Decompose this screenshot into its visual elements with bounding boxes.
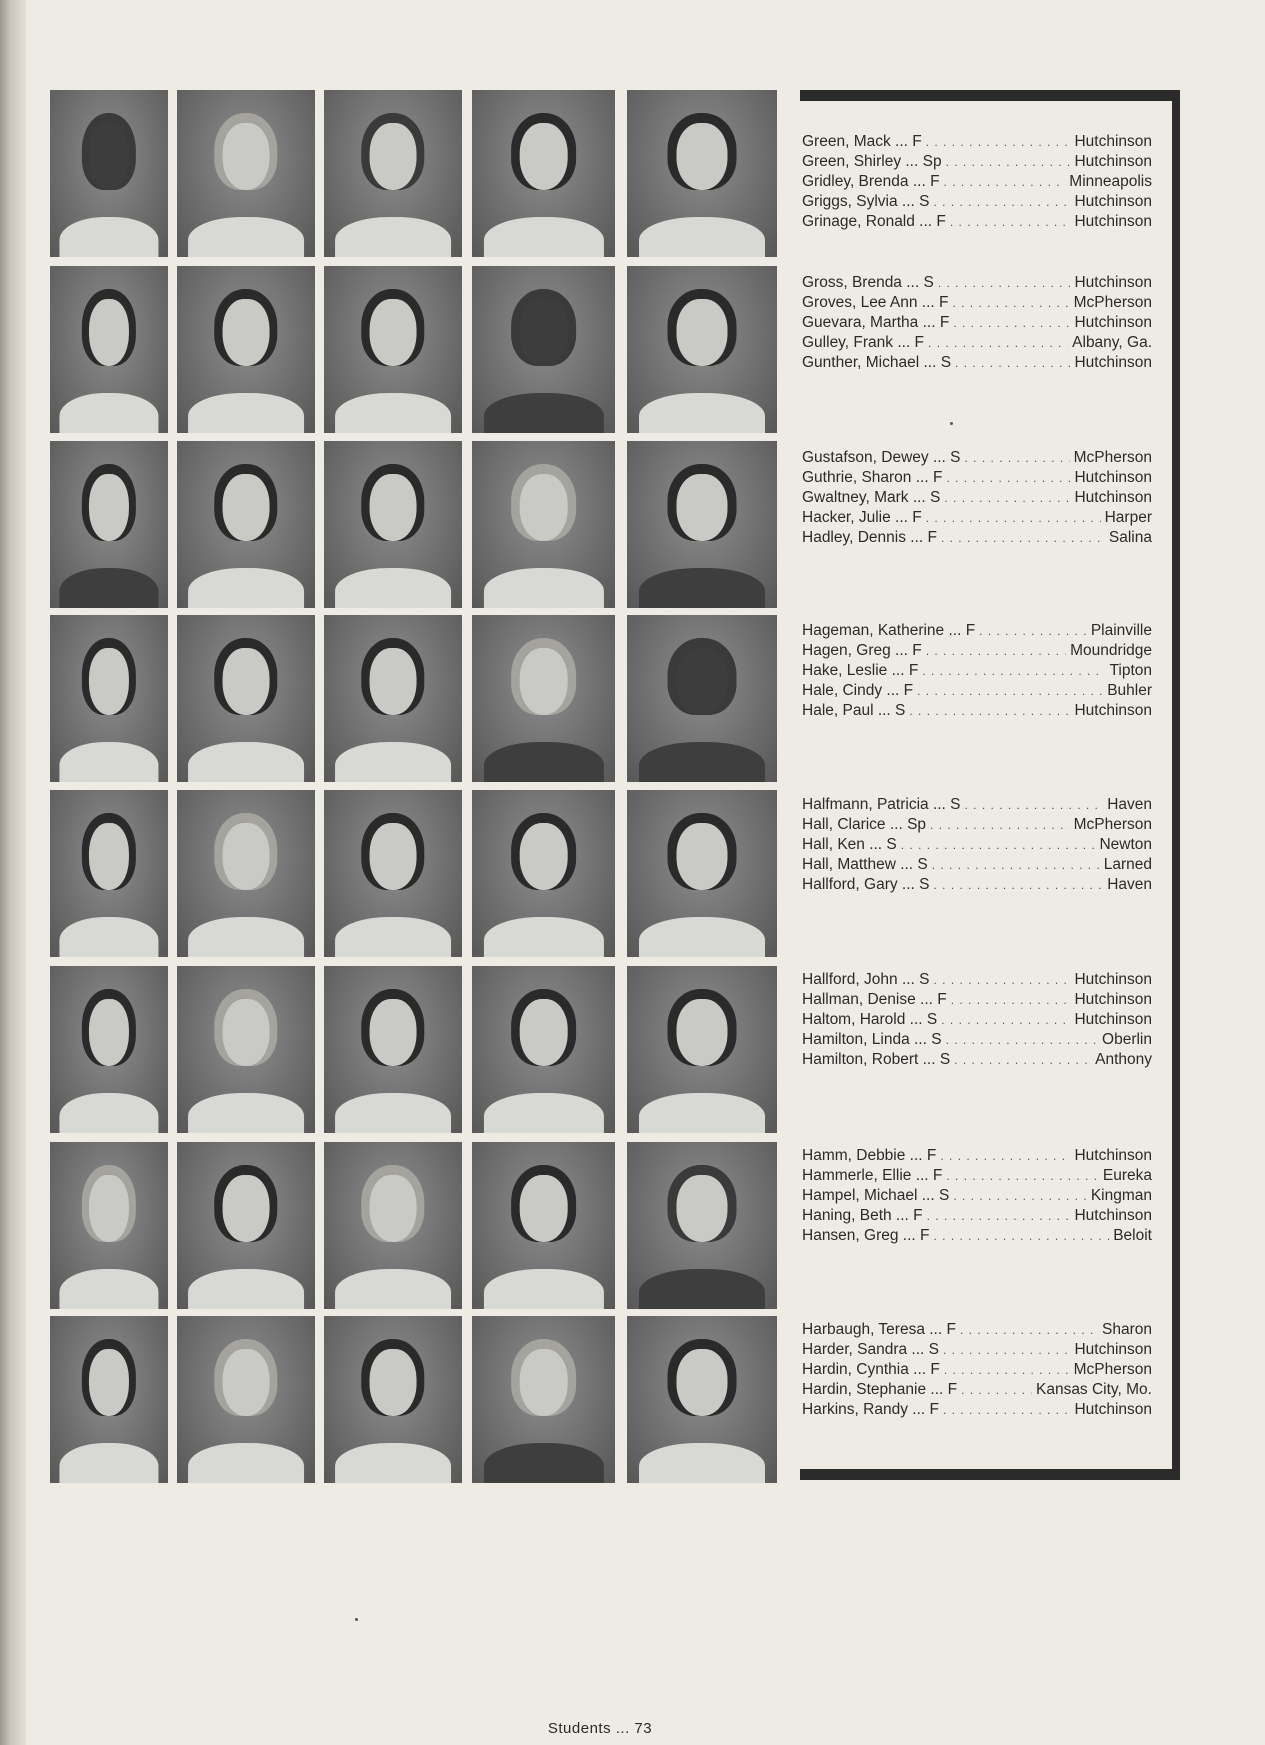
- portrait-body: [639, 1443, 765, 1483]
- student-entry: [802, 1320, 1152, 1340]
- student-name-class: Haning, Beth ... F: [802, 1207, 923, 1224]
- name-group: [802, 621, 1152, 721]
- portrait-face: [223, 823, 270, 890]
- portrait-face: [223, 1349, 270, 1416]
- portrait-face: [677, 299, 728, 366]
- student-entry: [802, 333, 1152, 353]
- portrait-body: [639, 217, 765, 257]
- portrait-face: [89, 123, 129, 190]
- student-entry: [802, 528, 1152, 548]
- portrait-face: [370, 823, 417, 890]
- student-name-class: Green, Mack ... F: [802, 133, 922, 150]
- student-portrait: [50, 441, 168, 608]
- student-portrait: [627, 441, 777, 608]
- hometown: Tipton: [1109, 662, 1152, 679]
- student-portrait: [177, 266, 315, 433]
- portrait-face: [89, 999, 129, 1066]
- student-name-class: Hagen, Greg ... F: [802, 642, 922, 659]
- dot-leader: [934, 1227, 1110, 1246]
- student-entry: [802, 448, 1152, 468]
- dot-leader: [944, 489, 1070, 508]
- hometown: Newton: [1099, 836, 1152, 853]
- hometown: Hutchinson: [1074, 354, 1152, 371]
- portrait-face: [223, 1175, 270, 1242]
- student-entry: [802, 970, 1152, 990]
- hometown: Minneapolis: [1069, 173, 1152, 190]
- dot-leader: [930, 816, 1070, 835]
- student-portrait: [627, 966, 777, 1133]
- dot-leader: [926, 642, 1066, 661]
- portrait-body: [59, 217, 158, 257]
- portrait-body: [639, 393, 765, 433]
- page-footer: Students ... 73: [547, 1720, 653, 1737]
- dot-leader: [946, 469, 1070, 488]
- hometown: Hutchinson: [1074, 314, 1152, 331]
- student-portrait: [324, 90, 462, 257]
- student-entry: [802, 132, 1152, 152]
- name-group: [802, 1320, 1152, 1420]
- hometown: Hutchinson: [1074, 971, 1152, 988]
- hometown: Larned: [1103, 856, 1152, 873]
- dot-leader: [941, 1011, 1070, 1030]
- hometown: Hutchinson: [1074, 991, 1152, 1008]
- student-entry: [802, 1050, 1152, 1070]
- portrait-body: [483, 1093, 603, 1133]
- portrait-face: [677, 1349, 728, 1416]
- hometown: Hutchinson: [1074, 469, 1152, 486]
- student-name-class: Grinage, Ronald ... F: [802, 213, 946, 230]
- student-portrait: [50, 790, 168, 957]
- student-name-class: Hallford, John ... S: [802, 971, 930, 988]
- hometown: Buhler: [1107, 682, 1152, 699]
- dot-leader: [940, 1147, 1070, 1166]
- portrait-face: [370, 1349, 417, 1416]
- student-entry: [802, 192, 1152, 212]
- hometown: Hutchinson: [1074, 193, 1152, 210]
- student-entry: [802, 1400, 1152, 1420]
- portrait-body: [483, 1269, 603, 1309]
- portrait-face: [89, 474, 129, 541]
- name-group: [802, 273, 1152, 373]
- student-name-class: Gridley, Brenda ... F: [802, 173, 940, 190]
- portrait-body: [483, 917, 603, 957]
- hometown: Hutchinson: [1074, 274, 1152, 291]
- dot-leader: [926, 509, 1101, 528]
- student-name-class: Hall, Matthew ... S: [802, 856, 928, 873]
- student-name-class: Guevara, Martha ... F: [802, 314, 950, 331]
- student-portrait: [627, 266, 777, 433]
- student-entry: [802, 1010, 1152, 1030]
- hometown: Hutchinson: [1074, 702, 1152, 719]
- student-portrait: [50, 615, 168, 782]
- dot-leader: [946, 1167, 1098, 1186]
- name-group: [802, 795, 1152, 895]
- dot-leader: [946, 1031, 1098, 1050]
- dot-leader: [944, 1361, 1070, 1380]
- student-entry: [802, 621, 1152, 641]
- student-list-box: [800, 90, 1180, 1480]
- student-portrait: [177, 615, 315, 782]
- dot-leader: [955, 354, 1070, 373]
- student-portrait: [324, 1142, 462, 1309]
- student-entry: [802, 1360, 1152, 1380]
- student-name-class: Harder, Sandra ... S: [802, 1341, 939, 1358]
- student-name-class: Hallman, Denise ... F: [802, 991, 947, 1008]
- student-name-class: Harkins, Randy ... F: [802, 1401, 939, 1418]
- student-name-class: Hake, Leslie ... F: [802, 662, 919, 679]
- portrait-body: [335, 217, 451, 257]
- portrait-body: [59, 917, 158, 957]
- student-portrait: [50, 1316, 168, 1483]
- student-name-class: Gunther, Michael ... S: [802, 354, 952, 371]
- student-entry: [802, 468, 1152, 488]
- portrait-face: [89, 823, 129, 890]
- print-speck: [950, 422, 953, 425]
- portrait-face: [519, 299, 568, 366]
- student-entry: [802, 353, 1152, 373]
- portrait-face: [677, 474, 728, 541]
- student-portrait: [324, 1316, 462, 1483]
- portrait-body: [59, 1443, 158, 1483]
- dot-leader: [922, 662, 1105, 681]
- student-entry: [802, 681, 1152, 701]
- student-portrait: [177, 1142, 315, 1309]
- dot-leader: [951, 991, 1071, 1010]
- portrait-body: [59, 1269, 158, 1309]
- portrait-body: [59, 742, 158, 782]
- hometown: Hutchinson: [1074, 489, 1152, 506]
- dot-leader: [933, 876, 1103, 895]
- portrait-body: [335, 393, 451, 433]
- portrait-face: [223, 999, 270, 1066]
- student-name-class: Hammerle, Ellie ... F: [802, 1167, 943, 1184]
- portrait-body: [639, 1093, 765, 1133]
- name-group: [802, 132, 1152, 232]
- student-portrait: [472, 1316, 615, 1483]
- dot-leader: [961, 1381, 1032, 1400]
- student-portrait: [177, 90, 315, 257]
- student-portrait: [324, 790, 462, 957]
- student-entry: [802, 1166, 1152, 1186]
- hometown: Sharon: [1102, 1321, 1152, 1338]
- portrait-face: [370, 1175, 417, 1242]
- student-name-class: Hale, Paul ... S: [802, 702, 906, 719]
- hometown: Salina: [1108, 529, 1152, 546]
- name-group: [802, 970, 1152, 1070]
- student-name-class: Hallford, Gary ... S: [802, 876, 930, 893]
- student-name-class: Hardin, Stephanie ... F: [802, 1381, 958, 1398]
- student-name-class: Hale, Cindy ... F: [802, 682, 914, 699]
- student-entry: [802, 661, 1152, 681]
- portrait-face: [677, 823, 728, 890]
- dot-leader: [965, 796, 1104, 815]
- student-name-class: Gross, Brenda ... S: [802, 274, 934, 291]
- hometown: Haven: [1107, 796, 1152, 813]
- portrait-face: [89, 1175, 129, 1242]
- student-name-class: Haltom, Harold ... S: [802, 1011, 938, 1028]
- student-name-class: Hall, Clarice ... Sp: [802, 816, 927, 833]
- dot-leader: [926, 133, 1071, 152]
- hometown: Hutchinson: [1074, 1011, 1152, 1028]
- student-portrait: [472, 266, 615, 433]
- student-name-class: Harbaugh, Teresa ... F: [802, 1321, 956, 1338]
- portrait-body: [188, 1443, 304, 1483]
- student-portrait: [472, 90, 615, 257]
- student-entry: [802, 273, 1152, 293]
- student-name-class: Halfmann, Patricia ... S: [802, 796, 961, 813]
- hometown: Plainville: [1090, 622, 1152, 639]
- student-entry: [802, 855, 1152, 875]
- portrait-face: [223, 648, 270, 715]
- portrait-body: [639, 917, 765, 957]
- portrait-face: [519, 648, 568, 715]
- student-portrait: [472, 790, 615, 957]
- portrait-body: [188, 217, 304, 257]
- hometown: Oberlin: [1102, 1031, 1152, 1048]
- portrait-body: [59, 1093, 158, 1133]
- portrait-body: [335, 917, 451, 957]
- portrait-body: [639, 568, 765, 608]
- student-entry: [802, 508, 1152, 528]
- dot-leader: [909, 702, 1070, 721]
- student-name-class: Hageman, Katherine ... F: [802, 622, 976, 639]
- student-portrait: [50, 1142, 168, 1309]
- hometown: Eureka: [1102, 1167, 1152, 1184]
- student-portrait: [472, 1142, 615, 1309]
- student-entry: [802, 172, 1152, 192]
- hometown: Kingman: [1090, 1187, 1152, 1204]
- student-name-class: Hadley, Dennis ... F: [802, 529, 937, 546]
- print-speck: [355, 1618, 358, 1621]
- dot-leader: [954, 1051, 1091, 1070]
- portrait-body: [639, 1269, 765, 1309]
- portrait-body: [483, 742, 603, 782]
- student-portrait: [324, 441, 462, 608]
- hometown: Hutchinson: [1074, 1401, 1152, 1418]
- student-name-class: Guthrie, Sharon ... F: [802, 469, 943, 486]
- dot-leader: [952, 294, 1069, 313]
- portrait-face: [519, 1349, 568, 1416]
- dot-leader: [941, 529, 1105, 548]
- student-portrait: [324, 966, 462, 1133]
- dot-leader: [979, 622, 1087, 641]
- student-entry: [802, 1186, 1152, 1206]
- student-name-class: Hamilton, Linda ... S: [802, 1031, 942, 1048]
- student-portrait: [627, 615, 777, 782]
- student-name-class: Gwaltney, Mark ... S: [802, 489, 941, 506]
- portrait-face: [519, 823, 568, 890]
- portrait-body: [483, 393, 603, 433]
- hometown: Hutchinson: [1074, 153, 1152, 170]
- portrait-face: [519, 1175, 568, 1242]
- portrait-face: [223, 123, 270, 190]
- dot-leader: [960, 1321, 1098, 1340]
- hometown: Hutchinson: [1074, 1341, 1152, 1358]
- portrait-face: [677, 1175, 728, 1242]
- student-name-class: Griggs, Sylvia ... S: [802, 193, 930, 210]
- hometown: McPherson: [1073, 816, 1152, 833]
- portrait-face: [370, 299, 417, 366]
- student-name-class: Groves, Lee Ann ... F: [802, 294, 949, 311]
- portrait-face: [519, 474, 568, 541]
- portrait-face: [677, 648, 728, 715]
- portrait-face: [519, 999, 568, 1066]
- student-entry: [802, 835, 1152, 855]
- hometown: McPherson: [1073, 294, 1152, 311]
- portrait-face: [370, 123, 417, 190]
- portrait-body: [188, 1093, 304, 1133]
- portrait-body: [335, 1093, 451, 1133]
- portrait-face: [223, 299, 270, 366]
- name-group: [802, 1146, 1152, 1246]
- dot-leader: [943, 1341, 1070, 1360]
- student-entry: [802, 1146, 1152, 1166]
- student-portrait: [177, 441, 315, 608]
- student-portrait: [177, 966, 315, 1133]
- hometown: Moundridge: [1070, 642, 1152, 659]
- student-entry: [802, 152, 1152, 172]
- student-portrait: [472, 441, 615, 608]
- student-entry: [802, 1030, 1152, 1050]
- student-entry: [802, 795, 1152, 815]
- student-name-class: Gulley, Frank ... F: [802, 334, 925, 351]
- portrait-body: [483, 568, 603, 608]
- hometown: Haven: [1107, 876, 1152, 893]
- student-entry: [802, 1226, 1152, 1246]
- portrait-face: [370, 648, 417, 715]
- student-portrait: [472, 966, 615, 1133]
- dot-leader: [946, 153, 1071, 172]
- hometown: Albany, Ga.: [1072, 334, 1152, 351]
- portrait-body: [335, 1269, 451, 1309]
- portrait-face: [89, 299, 129, 366]
- dot-leader: [934, 971, 1071, 990]
- student-portrait: [50, 90, 168, 257]
- portrait-face: [89, 648, 129, 715]
- student-portrait: [324, 615, 462, 782]
- dot-leader: [943, 1401, 1070, 1420]
- student-portrait: [627, 90, 777, 257]
- portrait-body: [639, 742, 765, 782]
- dot-leader: [933, 193, 1070, 212]
- student-entry: [802, 875, 1152, 895]
- student-name-class: Hacker, Julie ... F: [802, 509, 922, 526]
- student-entry: [802, 990, 1152, 1010]
- dot-leader: [953, 1187, 1087, 1206]
- hometown: Hutchinson: [1074, 213, 1152, 230]
- portrait-body: [335, 1443, 451, 1483]
- portrait-face: [519, 123, 568, 190]
- hometown: Hutchinson: [1074, 133, 1152, 150]
- portrait-body: [335, 742, 451, 782]
- hometown: Beloit: [1113, 1227, 1152, 1244]
- hometown: Hutchinson: [1074, 1207, 1152, 1224]
- student-name-class: Hansen, Greg ... F: [802, 1227, 930, 1244]
- portrait-face: [89, 1349, 129, 1416]
- portrait-body: [188, 917, 304, 957]
- name-group: [802, 448, 1152, 548]
- student-portrait: [177, 1316, 315, 1483]
- portrait-body: [188, 568, 304, 608]
- hometown: Kansas City, Mo.: [1035, 1381, 1152, 1398]
- portrait-body: [188, 742, 304, 782]
- student-name-class: Gustafson, Dewey ... S: [802, 449, 961, 466]
- hometown: Harper: [1104, 509, 1152, 526]
- hometown: McPherson: [1073, 449, 1152, 466]
- student-portrait: [627, 1316, 777, 1483]
- student-portrait: [472, 615, 615, 782]
- student-entry: [802, 1206, 1152, 1226]
- portrait-body: [188, 393, 304, 433]
- student-entry: [802, 488, 1152, 508]
- portrait-face: [677, 123, 728, 190]
- student-name-class: Hampel, Michael ... S: [802, 1187, 950, 1204]
- portrait-face: [677, 999, 728, 1066]
- portrait-body: [59, 568, 158, 608]
- student-entry: [802, 1340, 1152, 1360]
- dot-leader: [944, 173, 1066, 192]
- dot-leader: [938, 274, 1071, 293]
- dot-leader: [928, 334, 1068, 353]
- student-name-class: Hall, Ken ... S: [802, 836, 897, 853]
- dot-leader: [950, 213, 1071, 232]
- dot-leader: [917, 682, 1103, 701]
- dot-leader: [927, 1207, 1071, 1226]
- student-entry: [802, 1380, 1152, 1400]
- portrait-body: [335, 568, 451, 608]
- student-portrait: [50, 966, 168, 1133]
- student-portrait: [50, 266, 168, 433]
- hometown: Hutchinson: [1074, 1147, 1152, 1164]
- portrait-body: [483, 217, 603, 257]
- hometown: McPherson: [1073, 1361, 1152, 1378]
- student-entry: [802, 293, 1152, 313]
- dot-leader: [965, 449, 1070, 468]
- portrait-body: [188, 1269, 304, 1309]
- student-entry: [802, 641, 1152, 661]
- student-entry: [802, 701, 1152, 721]
- student-name-class: Green, Shirley ... Sp: [802, 153, 942, 170]
- hometown: Anthony: [1095, 1051, 1152, 1068]
- dot-leader: [953, 314, 1070, 333]
- student-portrait: [324, 266, 462, 433]
- student-entry: [802, 212, 1152, 232]
- portrait-body: [59, 393, 158, 433]
- student-entry: [802, 313, 1152, 333]
- student-name-class: Hardin, Cynthia ... F: [802, 1361, 940, 1378]
- portrait-body: [483, 1443, 603, 1483]
- dot-leader: [932, 856, 1100, 875]
- portrait-face: [370, 999, 417, 1066]
- student-name-class: Hamilton, Robert ... S: [802, 1051, 951, 1068]
- student-portrait: [627, 1142, 777, 1309]
- student-name-class: Hamm, Debbie ... F: [802, 1147, 937, 1164]
- student-entry: [802, 815, 1152, 835]
- student-portrait: [627, 790, 777, 957]
- portrait-face: [223, 474, 270, 541]
- portrait-face: [370, 474, 417, 541]
- student-portrait: [177, 790, 315, 957]
- dot-leader: [901, 836, 1096, 855]
